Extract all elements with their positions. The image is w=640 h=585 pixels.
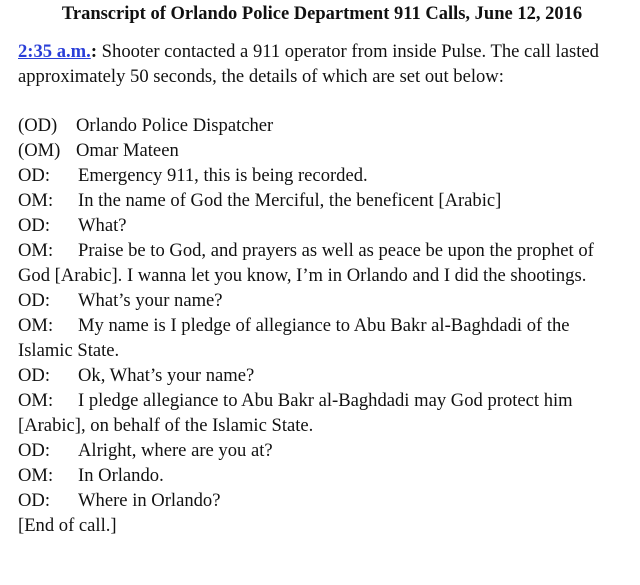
transcript-lines — [18, 163, 626, 513]
time-link[interactable]: 2:35 a.m. — [18, 41, 91, 62]
speaker-label: OD: — [18, 290, 51, 311]
transcript-line — [18, 463, 626, 488]
line-text: In Orlando. — [78, 465, 164, 486]
legend-row — [18, 113, 626, 138]
speaker-label: OM: — [18, 190, 54, 211]
line-text: Emergency 911, this is being recorded. — [78, 165, 368, 186]
line-text: Where in Orlando? — [78, 490, 221, 511]
speaker-label: OM: — [18, 240, 54, 261]
speaker-label: OM: — [18, 315, 54, 336]
line-text: Alright, where are you at? — [78, 440, 273, 461]
legend-code: (OD) — [18, 115, 58, 136]
line-text: In the name of God the Merciful, the beneficent [Arabic] — [78, 190, 502, 211]
transcript-line — [18, 163, 626, 188]
legend-row — [18, 138, 626, 163]
line-text: What’s your name? — [78, 290, 223, 311]
transcript-line — [18, 188, 626, 213]
speaker-label: OD: — [18, 215, 51, 236]
line-text: My name is I pledge of allegiance to Abu Bakr al-Baghdadi of the Islamic State. — [18, 315, 570, 361]
transcript-line — [18, 388, 626, 438]
intro-colon: : — [90, 41, 98, 62]
transcript-line — [18, 313, 626, 363]
speaker-label: OM: — [18, 390, 54, 411]
line-text: I pledge allegiance to Abu Bakr al-Baghdadi may God protect him [Arabic], on behalf of the Islamic State. — [18, 390, 573, 436]
speaker-label: OD: — [18, 490, 51, 511]
speaker-label: OD: — [18, 165, 51, 186]
line-text: Ok, What’s your name? — [78, 365, 255, 386]
speaker-legend — [18, 113, 626, 163]
transcript-line — [18, 288, 626, 313]
document-title: Transcript of Orlando Police Department 911 Calls, June 12, 2016 — [61, 4, 583, 24]
transcript-line — [18, 438, 626, 463]
speaker-label: OM: — [18, 465, 54, 486]
intro-text: Shooter contacted a 911 operator from inside Pulse. The call lasted approximately 50 seconds, the details of which are set out below: — [18, 41, 599, 87]
legend-name: Omar Mateen — [76, 140, 179, 161]
transcript-line — [18, 363, 626, 388]
end-of-call-note: [End of call.] — [18, 515, 117, 536]
line-text: What? — [78, 215, 127, 236]
transcript-line — [18, 238, 626, 288]
legend-code: (OM) — [18, 140, 61, 161]
speaker-label: OD: — [18, 365, 51, 386]
legend-name: Orlando Police Dispatcher — [76, 115, 274, 136]
transcript-line — [18, 213, 626, 238]
speaker-label: OD: — [18, 440, 51, 461]
transcript-document — [18, 0, 626, 538]
line-text: Praise be to God, and prayers as well as peace be upon the prophet of God [Arabic]. I wanna let you know, I’m in Orlando and I did the shootings. — [18, 240, 594, 286]
transcript-line — [18, 488, 626, 513]
intro-paragraph — [18, 39, 626, 89]
